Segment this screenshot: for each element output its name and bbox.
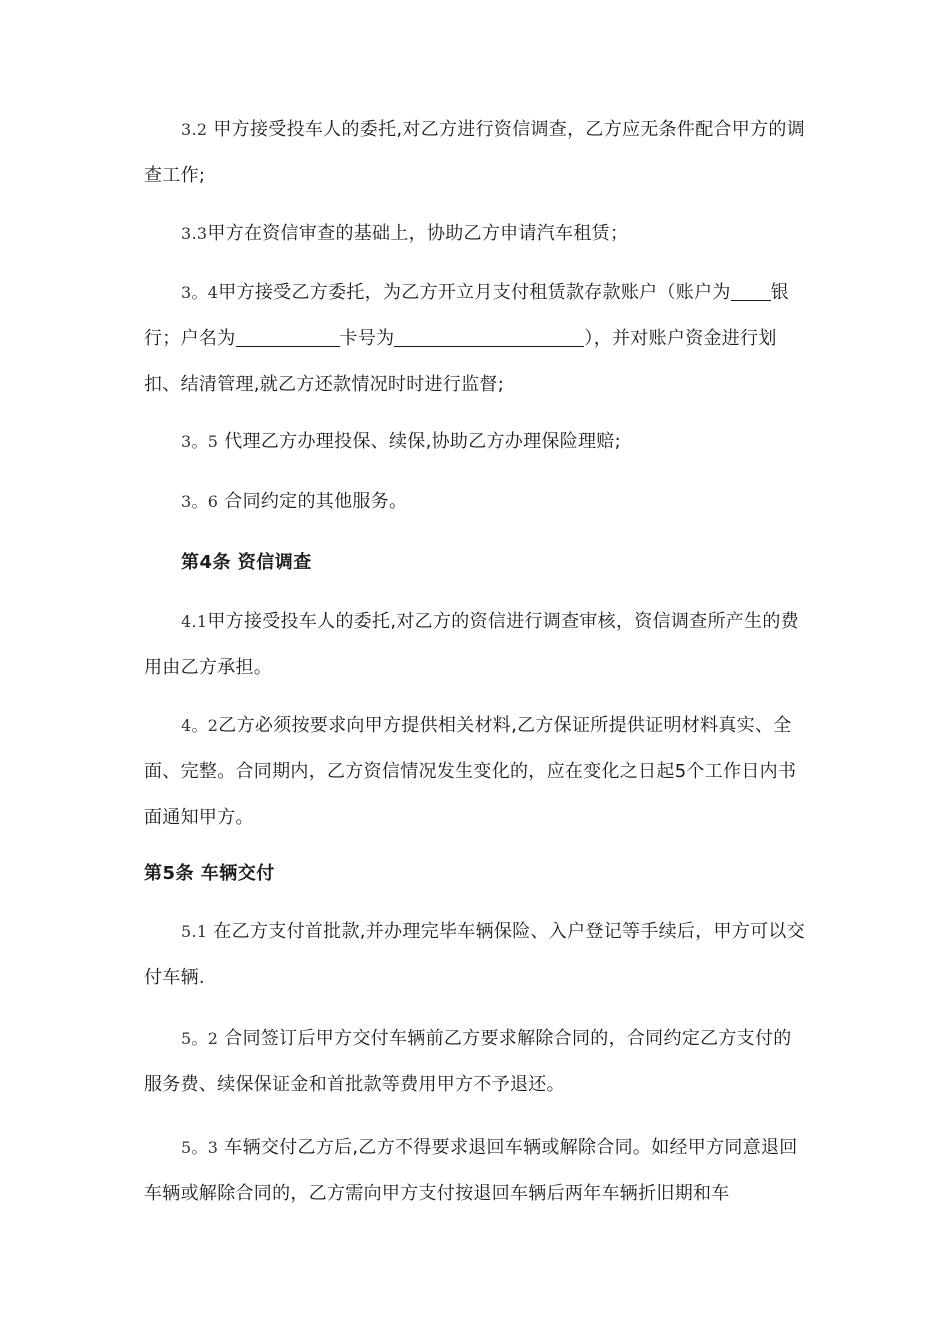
clause-3-2 xyxy=(144,107,806,199)
clause-text: 甲方接受投车人的委托,对乙方进行资信调查，乙方应无条件配合甲方的调查工作; xyxy=(144,119,805,186)
article-4-heading: 第4条 资信调查 xyxy=(181,552,312,573)
clause-4-1 xyxy=(144,599,806,691)
clause-number: 4。2 xyxy=(181,716,219,735)
clause-3-3 xyxy=(144,211,806,257)
bank-name-blank xyxy=(731,282,771,301)
clause-number: 3。4 xyxy=(181,283,219,302)
clause-number: 4.1 xyxy=(181,612,208,631)
clause-5-1 xyxy=(144,909,806,1001)
clause-number: 5。2 xyxy=(181,1029,219,1048)
clause-number: 3。5 xyxy=(181,432,219,451)
clause-4-2 xyxy=(144,703,806,841)
clause-text: 卡号为 xyxy=(339,328,395,349)
clause-text: 甲方接受投车人的委托,对乙方的资信进行调查审核，资信调查所产生的费用由乙方承担。 xyxy=(144,611,799,678)
clause-5-2 xyxy=(144,1016,806,1108)
card-number-blank xyxy=(394,328,584,347)
clause-text: 在乙方支付首批款,并办理完毕车辆保险、入户登记等手续后，甲方可以交付车辆. xyxy=(144,921,805,988)
article-5-heading: 第5条 车辆交付 xyxy=(144,863,275,884)
clause-text: 乙方必须按要求向甲方提供相关材料,乙方保证所提供证明材料真实、全面、完整。合同期内，乙方资信情况发生变化的，应在变化之日起5个工作日内书面通知甲方。 xyxy=(144,715,797,828)
clause-text: ），并对账户资金进行划扣、结清管理,就乙方还款情况时时进行监督; xyxy=(144,328,777,395)
clause-text: 车辆交付乙方后,乙方不得要求退回车辆或解除合同。如经甲方同意退回车辆或解除合同的，乙方需向甲方支付按退回车辆后两年车辆折旧期和车 xyxy=(144,1137,798,1204)
clause-text: 合同约定的其他服务。 xyxy=(218,491,408,512)
clause-number: 3。6 xyxy=(181,492,219,511)
clause-3-4 xyxy=(144,270,806,408)
clause-text: 合同签订后甲方交付车辆前乙方要求解除合同的，合同约定乙方支付的服务费、续保保证金和首批款等费用甲方不予退还。 xyxy=(144,1028,792,1095)
clause-number: 3.3 xyxy=(181,224,208,243)
clause-text: 代理乙方办理投保、续保,协助乙方办理保险理赔; xyxy=(218,431,621,452)
clause-text: 甲方接受乙方委托，为乙方开立月支付租赁款存款账户（账户为 xyxy=(218,282,731,303)
clause-number: 3.2 xyxy=(181,120,208,139)
clause-number: 5。3 xyxy=(181,1138,219,1157)
clause-text: 银行；户名为 xyxy=(144,282,789,349)
account-name-blank xyxy=(236,328,340,347)
clause-text: 甲方在资信审查的基础上，协助乙方申请汽车租赁； xyxy=(207,223,629,244)
clause-3-6 xyxy=(144,479,806,525)
clause-3-5 xyxy=(144,419,806,465)
clause-number: 5.1 xyxy=(181,922,208,941)
clause-5-3 xyxy=(144,1125,806,1217)
